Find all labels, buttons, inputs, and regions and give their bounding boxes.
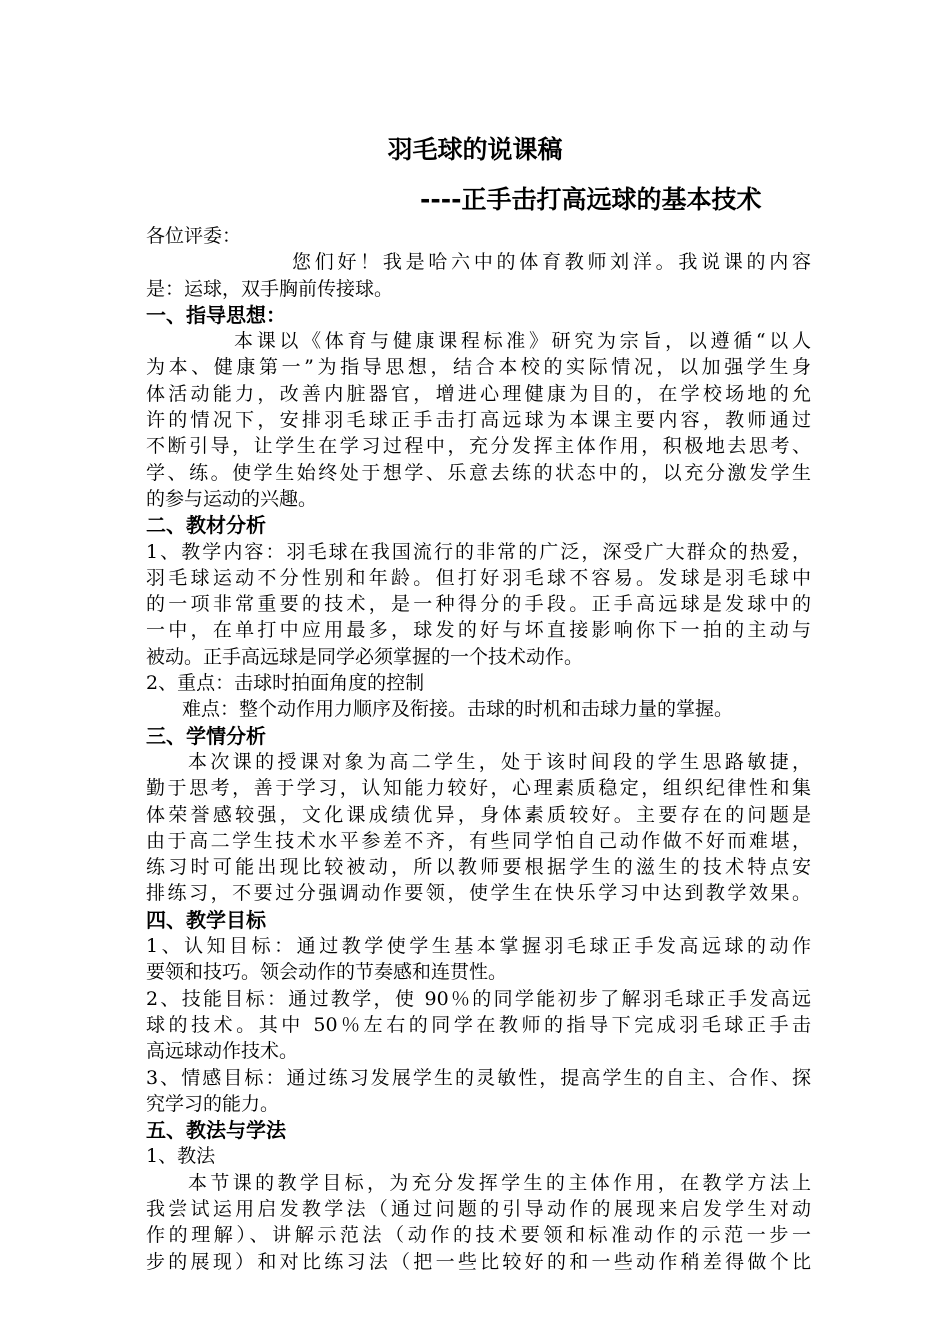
subheading-teaching-method: 1、教法 (146, 1145, 216, 1168)
paragraph-line: 学、练。使学生始终处于想学、乐意去练的状态中的，以充分激发学生 (146, 461, 811, 484)
paragraph-line: 步的展现）和对比练习法（把一些比较好的和一些动作稍差得做个比 (146, 1250, 811, 1273)
paragraph-line: 3、情感目标：通过练习发展学生的灵敏性，提高学生的自主、合作、探 (146, 1066, 811, 1089)
paragraph-line: 体荣誉感较强，文化课成绩优异，身体素质较好。主要存在的问题是 (146, 803, 811, 826)
paragraph-line: 究学习的能力。 (146, 1092, 280, 1115)
paragraph-line: 1、认知目标：通过教学使学生基本掌握羽毛球正手发高远球的动作 (146, 935, 811, 958)
section-heading-guiding-ideology: 一、指导思想： (146, 302, 286, 327)
salutation: 各位评委： (146, 225, 242, 247)
paragraph-line: 要领和技巧。领会动作的节奏感和连贯性。 (146, 961, 508, 984)
paragraph-line: 2、技能目标：通过教学，使 90％的同学能初步了解羽毛球正手发高远 (146, 987, 811, 1010)
paragraph-line: 体活动能力，改善内脏器官，增进心理健康为目的，在学校场地的允 (146, 382, 811, 405)
section-heading-material-analysis: 二、教材分析 (146, 513, 266, 538)
section-heading-student-analysis: 三、学情分析 (146, 723, 266, 748)
paragraph-line: 的参与运动的兴趣。 (146, 487, 318, 510)
paragraph-line: 本节课的教学目标，为充分发挥学生的主体作用，在教学方法上 (188, 1171, 811, 1194)
paragraph-line: 的一项非常重要的技术，是一种得分的手段。正手高远球是发球中的 (146, 593, 811, 616)
key-point-line: 2、重点：击球时拍面角度的控制 (146, 672, 425, 695)
paragraph-line: 排练习，不要过分强调动作要领，使学生在快乐学习中达到教学效果。 (146, 882, 811, 905)
paragraph-line: 本次课的授课对象为高二学生，处于该时间段的学生思路敏捷， (188, 750, 811, 773)
paragraph-line: 高远球动作技术。 (146, 1040, 299, 1063)
paragraph-line: 1、教学内容：羽毛球在我国流行的非常的广泛，深受广大群众的热爱， (146, 540, 811, 563)
section-heading-methods: 五、教法与学法 (146, 1118, 286, 1143)
document-subtitle: ----正手击打高远球的基本技术 (420, 185, 762, 214)
intro-line: 您们好！我是哈六中的体育教师刘洋。我说课的内容 (292, 251, 811, 274)
section-heading-teaching-goals: 四、教学目标 (146, 907, 266, 932)
paragraph-line: 本课以《体育与健康课程标准》研究为宗旨，以遵循“以人 (234, 330, 811, 353)
paragraph-line: 作的理解）、讲解示范法（动作的技术要领和标准动作的示范一步一 (146, 1224, 811, 1247)
paragraph-line: 一中，在单打中应用最多，球发的好与坏直接影响你下一拍的主动与 (146, 619, 811, 642)
intro-line: 是：运球，双手胸前传接球。 (146, 277, 394, 300)
paragraph-line: 为本、健康第一”为指导思想，结合本校的实际情况，以加强学生身 (146, 356, 811, 379)
paragraph-line: 不断引导，让学生在学习过程中，充分发挥主体作用，积极地去思考、 (146, 435, 811, 458)
paragraph-line: 许的情况下，安排羽毛球正手击打高远球为本课主要内容，教师通过 (146, 409, 811, 432)
paragraph-line: 练习时可能出现比较被动，所以教师要根据学生的滋生的技术特点安 (146, 856, 811, 879)
paragraph-line: 被动。正手高远球是同学必须掌握的一个技术动作。 (146, 645, 584, 668)
paragraph-line: 我尝试运用启发教学法（通过问题的引导动作的展现来启发学生对动 (146, 1197, 811, 1220)
paragraph-line: 羽毛球运动不分性别和年龄。但打好羽毛球不容易。发球是羽毛球中 (146, 566, 811, 589)
document-body (146, 223, 811, 1275)
paragraph-line: 球的技术。其中 50％左右的同学在教师的指导下完成羽毛球正手击 (146, 1013, 811, 1036)
document-title: 羽毛球的说课稿 (387, 135, 563, 164)
paragraph-line: 由于高二学生技术水平参差不齐，有些同学怕自己动作做不好而难堪， (146, 829, 811, 852)
difficulty-line: 难点：整个动作用力顺序及衔接。击球的时机和击球力量的掌握。 (182, 698, 734, 721)
paragraph-line: 勤于思考，善于学习，认知能力较好，心理素质稳定，组织纪律性和集 (146, 777, 811, 800)
